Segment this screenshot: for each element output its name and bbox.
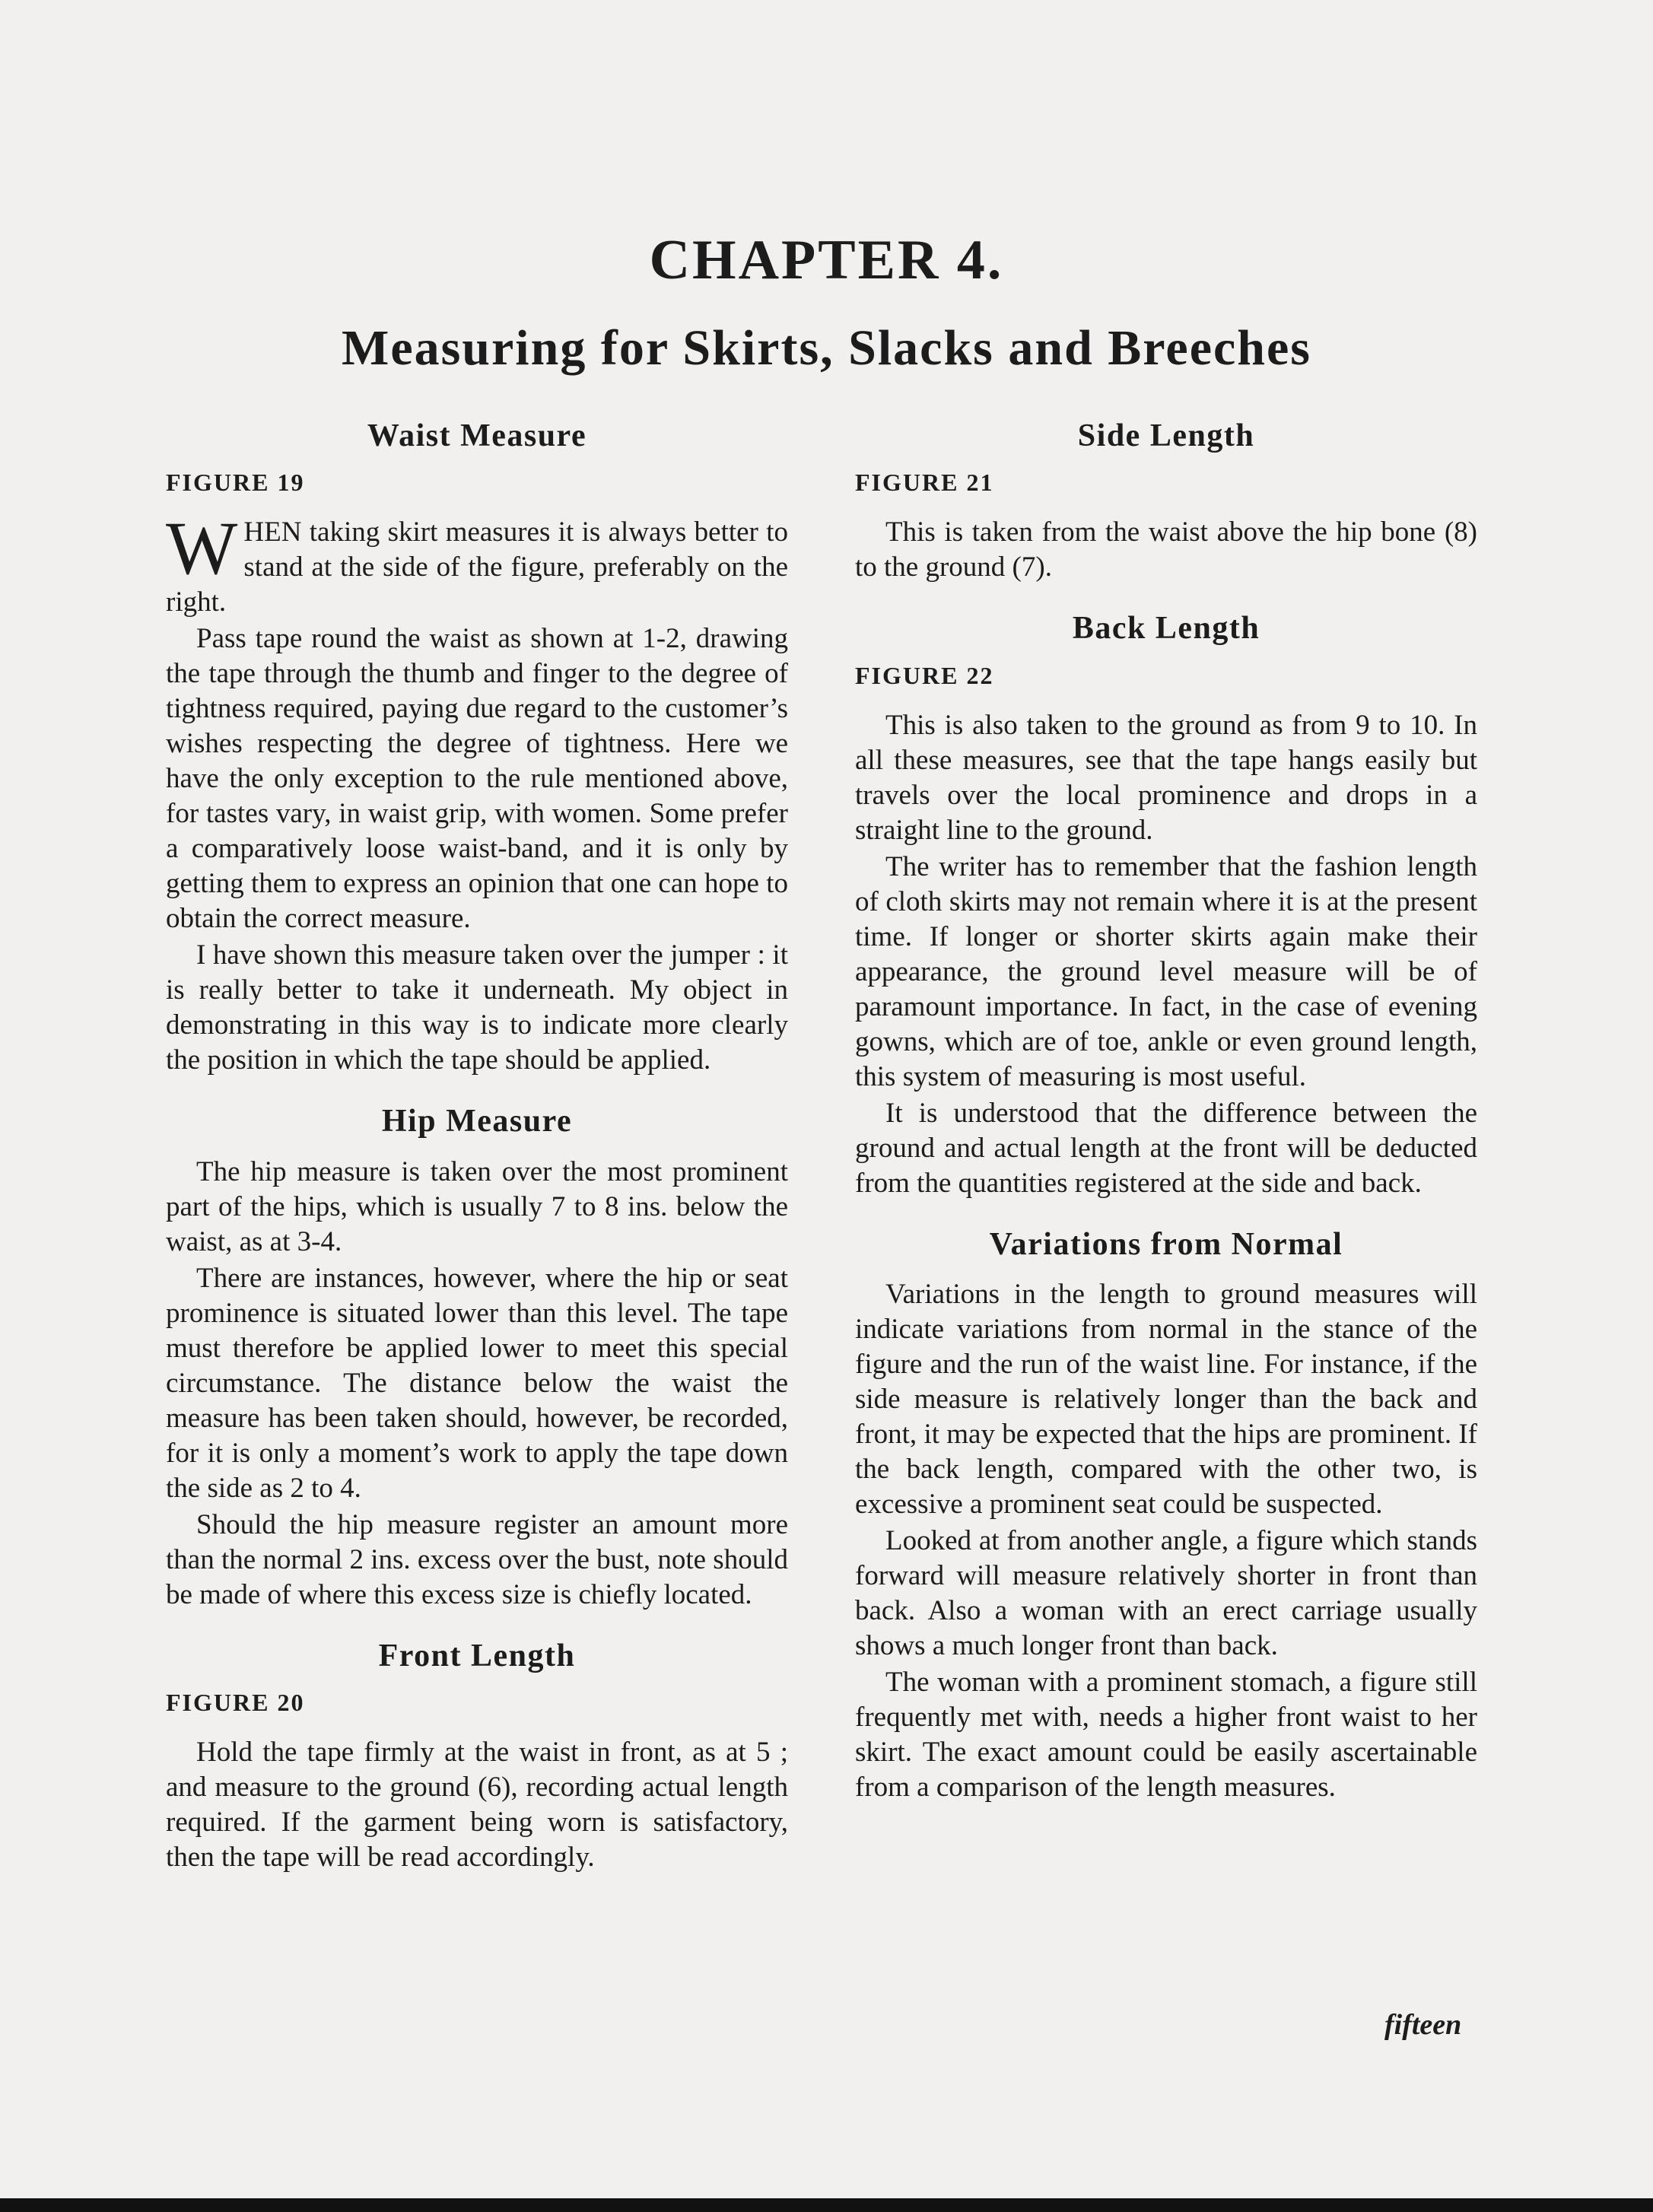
back-paragraph-3: It is understood that the difference between the ground and actual length at the front will be deducted from the quantities registered at the side and back. <box>855 1097 1477 1199</box>
waist-paragraph-2: Pass tape round the waist as shown at 1-2, drawing the tape through the thumb and finger to the degree of tightness required, paying due regard to the customer’s wishes respecting the degree of tightness. Here we have the only exception to the rule mentioned above, for tastes vary, in waist grip, with women. Some prefer a comparatively loose waist-band, and it is only by getting them to express an opinion that one can hope to obtain the correct measure. <box>166 623 788 935</box>
scan-edge <box>0 2198 1653 2212</box>
hip-paragraph-2: There are instances, however, where the hip or seat prominence is situated lower than this level. The tape must therefore be applied lower to meet this special circumstance. The distance below the waist the measure has been taken should, however, be recorded, for it is only a moment’s work to apply the tape down the side as 2 to 4. <box>166 1262 788 1504</box>
figure-label-22: FIGURE 22 <box>855 661 994 689</box>
page-title: Measuring for Skirts, Slacks and Breeches <box>342 320 1311 376</box>
side-paragraph-1: This is taken from the waist above the hip bone (8) to the ground (7). <box>855 516 1477 583</box>
left-column <box>166 417 788 1877</box>
right-column <box>855 417 1477 1807</box>
waist-paragraph-1-text: HEN taking skirt measures it is always better to stand at the side of the figure, preferably on the right. <box>166 516 788 618</box>
front-paragraph-1: Hold the tape firmly at the waist in front, as at 5 ; and measure to the ground (6), recording actual length required. If the garment being worn is satisfactory, then the tape will be read accordingly. <box>166 1737 788 1874</box>
waist-paragraph-3: I have shown this measure taken over the jumper : it is really better to take it underneath. My object in demonstrating in this way is to indicate more clearly the position in which the tape should be applied. <box>166 939 788 1076</box>
figure-label-21: FIGURE 21 <box>855 469 994 497</box>
page-number: fifteen <box>1384 2009 1462 2041</box>
waist-paragraph-1 <box>166 506 788 620</box>
section-heading-front-length: Front Length <box>378 1638 576 1673</box>
variations-paragraph-2: Looked at from another angle, a figure which stands forward will measure relatively shorter in front than back. Also a woman with an erect carriage usually shows a much longer front than back. <box>855 1525 1477 1662</box>
section-heading-variations: Variations from Normal <box>989 1226 1343 1262</box>
hip-paragraph-1: The hip measure is taken over the most prominent part of the hips, which is usually 7 to 8 ins. below the waist, as at 3-4. <box>166 1155 788 1257</box>
back-paragraph-2: The writer has to remember that the fashion length of cloth skirts may not remain where it is at the present time. If longer or shorter skirts again make their appearance, the ground level measure will be of paramount importance. In fact, in the case of evening gowns, which are of toe, ankle or even ground length, this system of measuring is most useful. <box>855 850 1477 1092</box>
section-heading-hip-measure: Hip Measure <box>381 1104 573 1139</box>
section-heading-side-length: Side Length <box>1077 418 1255 453</box>
variations-paragraph-1: Variations in the length to ground measures will indicate variations from normal in the stance of the figure and the run of the waist line. For instance, if the side measure is relatively longer than the back and front, it may be expected that the hips are prominent. If the back length, compared with the other two, is excessive a prominent seat could be suspected. <box>855 1279 1477 1521</box>
chapter-heading: CHAPTER 4. <box>649 229 1004 291</box>
section-heading-back-length: Back Length <box>1072 611 1260 647</box>
variations-paragraph-3: The woman with a prominent stomach, a figure still frequently met with, needs a higher front waist to her skirt. The exact amount could be easily ascertainable from a comparison of the length measures. <box>855 1667 1477 1804</box>
section-heading-waist-measure: Waist Measure <box>367 418 587 453</box>
hip-paragraph-3: Should the hip measure register an amount more than the normal 2 ins. excess over the bust, note should be made of where this excess size is chiefly located. <box>166 1508 788 1610</box>
drop-cap: W <box>166 506 238 591</box>
back-paragraph-1: This is also taken to the ground as from 9 to 10. In all these measures, see that the tape hangs easily but travels over the local prominence and drops in a straight line to the ground. <box>855 709 1477 846</box>
figure-label-20: FIGURE 20 <box>166 1689 305 1717</box>
figure-label-19: FIGURE 19 <box>166 469 305 497</box>
